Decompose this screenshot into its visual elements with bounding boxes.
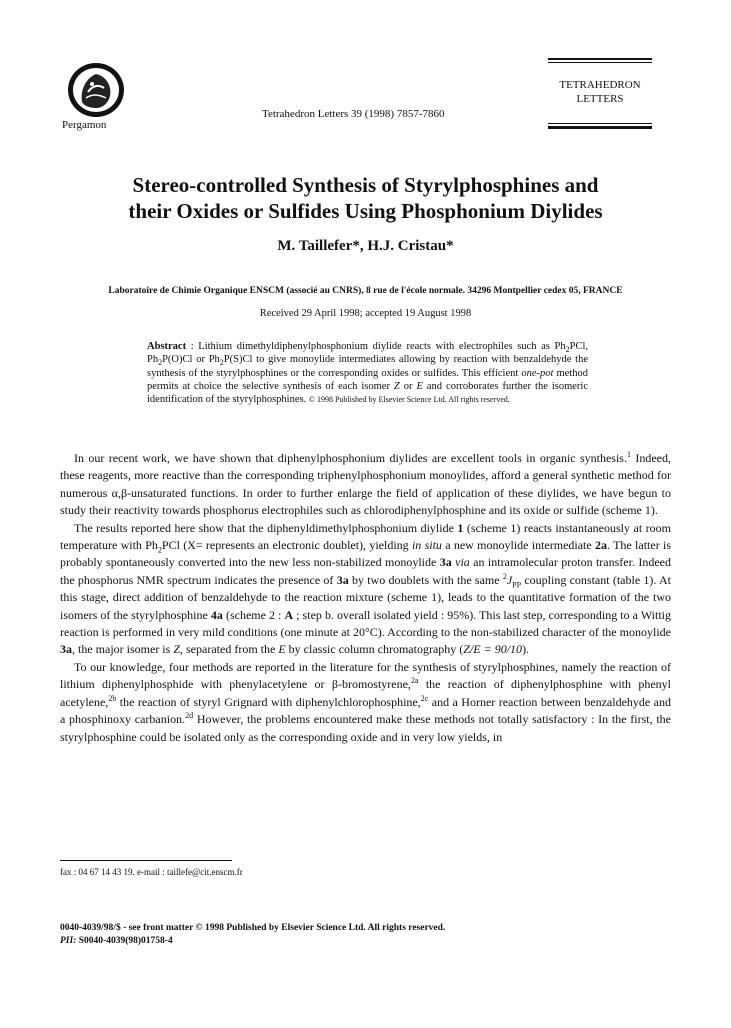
- pii-value: S0040-4039(98)01758-4: [76, 936, 173, 946]
- pii-label: PII:: [60, 936, 77, 946]
- body-text: [60, 450, 671, 746]
- received-dates: Received 29 April 1998; accepted 19 August 1998: [259, 308, 472, 319]
- pii-line: [60, 935, 445, 948]
- paragraph-2: The results reported here show that the diphenyldimethylphosphonium diylide 1 (scheme 1) reacts instantaneously at room temperature with $Ph_2PCl$ (X= represents an electronic doublet), yielding in situ a new monoylide intermediate 2a. The latter is probably spontaneously converted into the new less non-stabilized monoylide 3a via an intramolecular proton transfer. Indeed the phosphorus NMR spectrum indicates the presence of 3a by two doublets with the same $^2J_{PP}$ coupling constant (table 1). At this stage, direct addition of benzaldehyde to the reaction mixture (scheme 1), leads to the quantitative formation of the two isomers of the styrylphosphine 4a (scheme 2 : A ; step b. overall isolated yield : 95%). This last step, corresponding to a Wittig reaction is performed in very mild conditions (one minute at 20°C). According to the non-stabilized character of the monoylide 3a, the major isomer is Z, separated from the E by classic column chromatography (Z/E = 90/10).: [60, 520, 671, 657]
- abstract-label: Abstract: [147, 341, 187, 352]
- journal-name-line2: LETTERS: [576, 93, 624, 105]
- footnote-contact: fax : 04 67 14 43 19. e-mail : taillefe@cit.enscm.fr: [60, 867, 243, 877]
- affiliation: Laboratoire de Chimie Organique ENSCM (associé au CNRS), 8 rue de l'école normale. 34296 Montpellier cedex 05, FRANCE: [108, 286, 623, 296]
- publisher-name: Pergamon: [62, 119, 107, 131]
- title-line-1: Stereo-controlled Synthesis of Styrylphosphines and: [132, 173, 599, 197]
- issn-line: [60, 922, 445, 948]
- authors: M. Taillefer*, H.J. Cristau*: [277, 238, 454, 254]
- paper-title: [60, 172, 671, 224]
- journal-reference: Tetrahedron Letters 39 (1998) 7857-7860: [262, 108, 445, 120]
- title-line-2: their Oxides or Sulfides Using Phosphonium Diylides: [128, 199, 603, 223]
- issn-text: 0040-4039/98/$ - see front matter © 1998 Published by Elsevier Science Ltd. All rights reserved.: [60, 923, 446, 933]
- journal-name-line1: TETRAHEDRON: [559, 79, 641, 91]
- paragraph-3: To our knowledge, four methods are reported in the literature for the synthesis of styrylphosphines, namely the reaction of lithium diphenylphosphide with phenylacetylene or β-bromostyrene,$^{2a}$ the reaction of diphenylphosphine with phenyl acetylene,$^{2b}$ the reaction of styryl Grignard with diphenylchlorophosphine,$^{2c}$ and a Horner reaction between benzaldehyde and a phosphinoxy carbanion.$^{2d}$ However, the problems encountered make these methods not totally satisfactory : In the first, the styrylphosphine could be isolated only as the corresponding oxide and in very low yields, in: [60, 659, 671, 744]
- footnote-divider: [60, 860, 232, 861]
- paragraph-1: In our recent work, we have shown that diphenylphosphonium diylides are excellent tools in organic synthesis.$^1$ Indeed, these reagents, more reactive than the corresponding triphenylphosphonium monoylides, afford a general synthetic method for numerous α,β-unsaturated functions. In order to further enlarge the field of application of these diylides, we have begun to study their reactivity towards phosphorus electrophiles such as chlorodiphenylphosphine and its oxide or sulfide (scheme 1).: [60, 450, 671, 518]
- abstract-copyright: © 1998 Published by Elsevier Science Ltd. All rights reserved.: [308, 395, 510, 405]
- abstract: Abstract : Lithium dimethyldiphenylphosphonium diylide reacts with electrophiles such as $Ph_2PCl$, $Ph_2P(O)Cl$ or $Ph_2P(S)Cl$ to give monoylide intermediates allowing by reaction with benzaldehyde the synthesis of the styrylphosphines or the corresponding oxides or sulfides. This efficient one-pot method permits at choice the selective synthesis of each isomer Z or E and corroborates further the isomeric identification of the styrylphosphines. © 1998 Published by Elsevier Science Ltd. All rights reserved.: [147, 341, 588, 406]
- journal-name-box: [548, 58, 652, 128]
- elsevier-tree-icon: [62, 62, 130, 122]
